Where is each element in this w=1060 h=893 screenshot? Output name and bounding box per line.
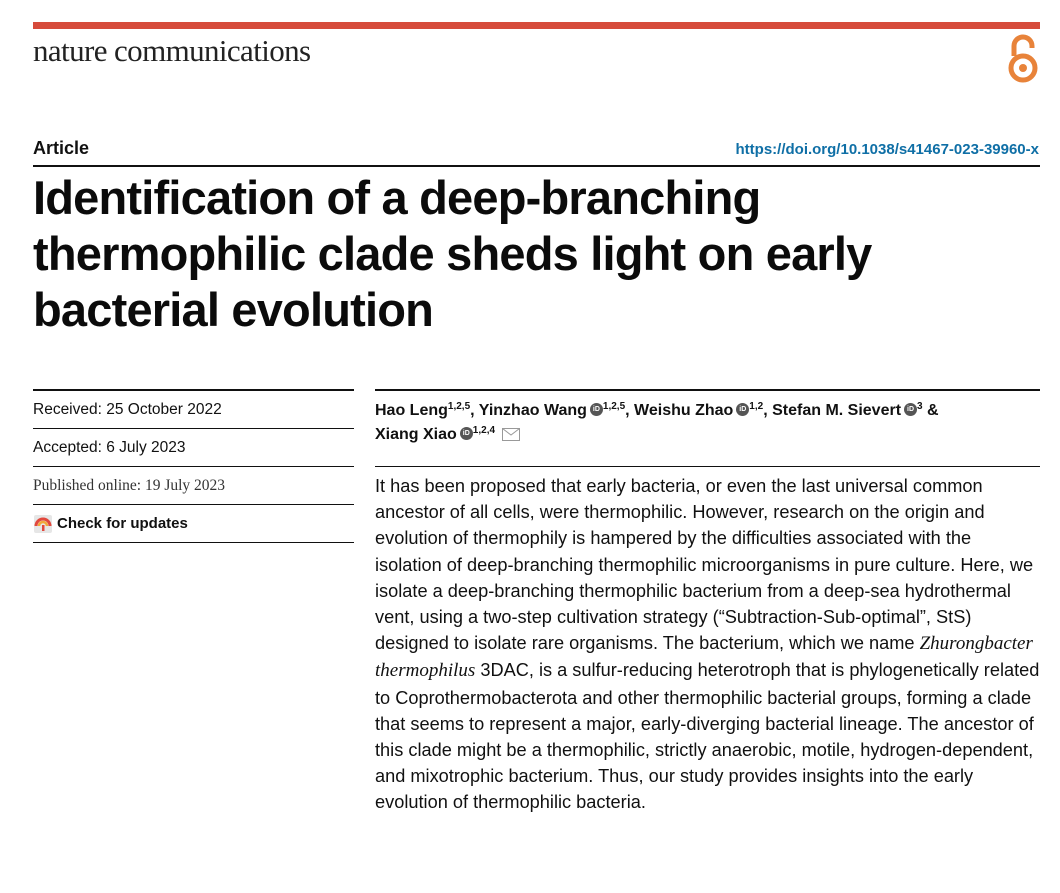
check-for-updates-icon bbox=[33, 514, 53, 534]
author[interactable]: Stefan M. SievertiD $^3$ bbox=[772, 402, 923, 419]
doi-link[interactable]: https://doi.org/10.1038/s41467-023-39960-x bbox=[735, 141, 1039, 158]
article-type-label: Article bbox=[33, 138, 90, 158]
orcid-icon[interactable] bbox=[904, 403, 917, 416]
main-column bbox=[375, 389, 1040, 816]
header-accent-bar bbox=[33, 22, 1040, 29]
abstract-divider bbox=[375, 466, 1040, 467]
author[interactable]: Yinzhao WangiD $^{1,2,5}$ bbox=[479, 402, 625, 419]
journal-name: nature communications bbox=[33, 33, 311, 68]
check-for-updates-button[interactable]: Check for updates bbox=[33, 505, 354, 542]
author[interactable]: Weishu ZhaoiD $^{1,2}$ bbox=[634, 402, 763, 419]
author[interactable]: Hao Leng$^{1,2,5}$ bbox=[375, 401, 471, 419]
open-access-icon[interactable] bbox=[1006, 34, 1040, 84]
accepted-date: Accepted: 6 July 2023 bbox=[33, 438, 186, 456]
species-name: Zhurongbacter thermophilus bbox=[375, 633, 1033, 682]
orcid-icon[interactable] bbox=[736, 403, 749, 416]
author[interactable]: Xiang XiaoiD $^{1,2,4}$ bbox=[375, 426, 495, 443]
dates-sidebar bbox=[33, 389, 354, 543]
orcid-icon[interactable] bbox=[590, 403, 603, 416]
received-date: Received: 25 October 2022 bbox=[33, 400, 222, 418]
sidebar-divider bbox=[33, 542, 354, 543]
article-title: Identification of a deep-branching thermophilic clade sheds light on early bacterial evolution bbox=[33, 171, 872, 336]
published-date: Published online: 19 July 2023 bbox=[33, 476, 226, 494]
abstract: It has been proposed that early bacteria, or even the last universal common ancestor of all cells, were thermophilic. However, research on the origin and evolution of thermophily is hampered by the difficulties associated with the isolation of deep-branching thermophilic microorganisms in pure culture. Here, we isolate a deep-branching thermophilic bacterium from a deep-sea hydrothermal vent, using a two-step cultivation strategy (“Subtraction-Sub-optimal”, StS) designed to isolate rare organisms. The bacterium, which we name Zhurongbacter thermophilus 3DAC, is a sulfur-reducing heterotroph that is phylogenetically related to Coprothermobacterota and other thermophilic bacterial groups, forming a clade that seems to represent a major, early-diverging bacterial lineage. The ancestor of this clade might be a thermophilic, strictly anaerobic, motile, hydrogen-dependent, and mixotrophic bacterium. Thus, our study provides insights into the early evolution of thermophilic bacteria. bbox=[375, 476, 1040, 813]
orcid-icon[interactable] bbox=[460, 427, 473, 440]
author-list: Hao Leng$^{1,2,5}$, Yinzhao WangiD $^{1,2,5}$, Weishu ZhaoiD $^{1,2}$, Stefan M. SievertiD $^3$ & Xiang XiaoiD $^{1,2,4}$ bbox=[375, 391, 1040, 447]
email-icon[interactable] bbox=[502, 428, 520, 441]
title-divider bbox=[33, 165, 1040, 167]
